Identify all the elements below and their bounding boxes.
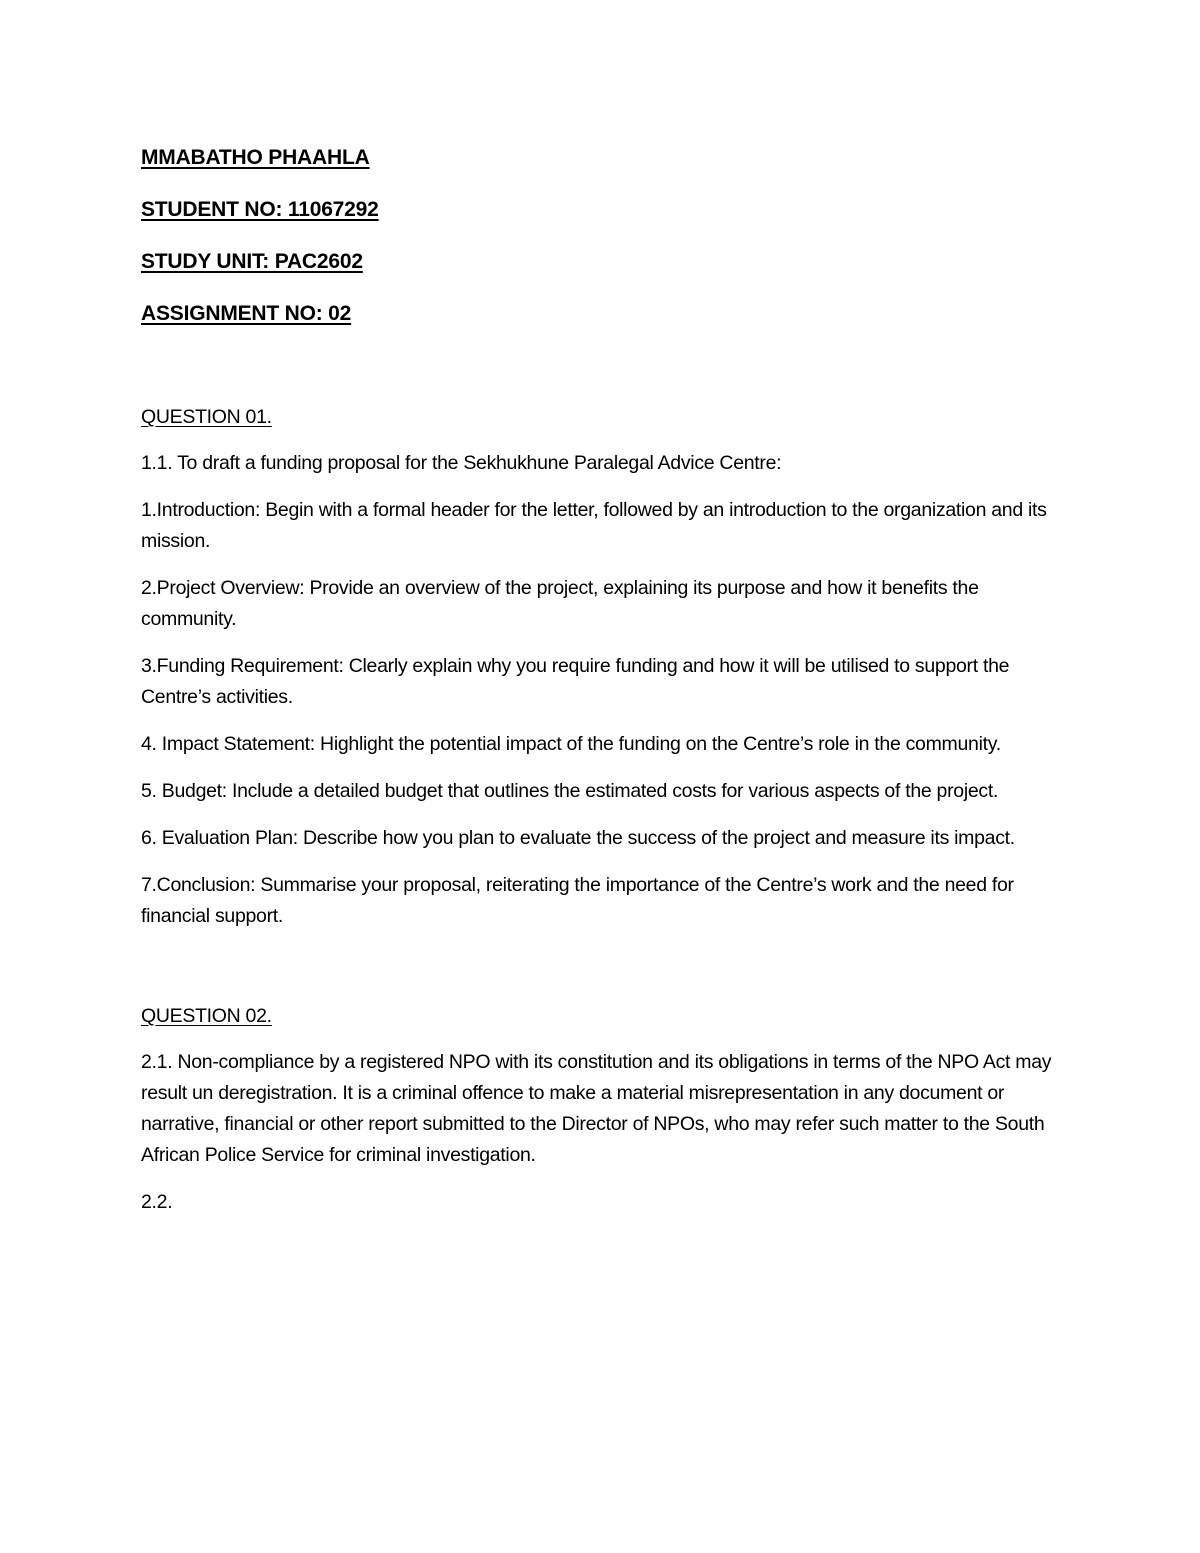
q1-paragraph-funding-requirement: 3.Funding Requirement: Clearly explain why you require funding and how it will be utilised to support the Centre’s activities. xyxy=(141,655,1010,708)
question-02-title: QUESTION 02. xyxy=(141,1005,272,1027)
assignment-number: ASSIGNMENT NO: 02 xyxy=(141,302,352,325)
q1-paragraph-evaluation-plan: 6. Evaluation Plan: Describe how you plan to evaluate the success of the project and measure its impact. xyxy=(141,827,1015,849)
q1-paragraph-budget: 5. Budget: Include a detailed budget that outlines the estimated costs for various aspects of the project. xyxy=(141,780,999,802)
student-number: STUDENT NO: 11067292 xyxy=(141,198,379,221)
q1-paragraph-impact-statement: 4. Impact Statement: Highlight the potential impact of the funding on the Centre’s role in the community. xyxy=(141,733,1001,755)
q1-paragraph-intro: 1.1. To draft a funding proposal for the Sekhukhune Paralegal Advice Centre: xyxy=(141,452,782,474)
q1-paragraph-project-overview: 2.Project Overview: Provide an overview of the project, explaining its purpose and how it benefits the community. xyxy=(141,577,979,630)
document-content xyxy=(141,143,1066,1234)
q1-paragraph-conclusion: 7.Conclusion: Summarise your proposal, reiterating the importance of the Centre’s work and the need for financial support. xyxy=(141,874,1014,927)
study-unit: STUDY UNIT: PAC2602 xyxy=(141,250,363,273)
q1-paragraph-introduction: 1.Introduction: Begin with a formal header for the letter, followed by an introduction to the organization and its mission. xyxy=(141,499,1047,552)
question-01-title: QUESTION 01. xyxy=(141,406,272,428)
q2-paragraph-2-2: 2.2. xyxy=(141,1191,173,1213)
q2-paragraph-2-1: 2.1. Non-compliance by a registered NPO with its constitution and its obligations in terms of the NPO Act may result un deregistration. It is a criminal offence to make a material misrepresentation in any document or narrative, financial or other report submitted to the Director of NPOs, who may refer such matter to the South African Police Service for criminal investigation. xyxy=(141,1051,1052,1166)
student-name: MMABATHO PHAAHLA xyxy=(141,146,370,169)
